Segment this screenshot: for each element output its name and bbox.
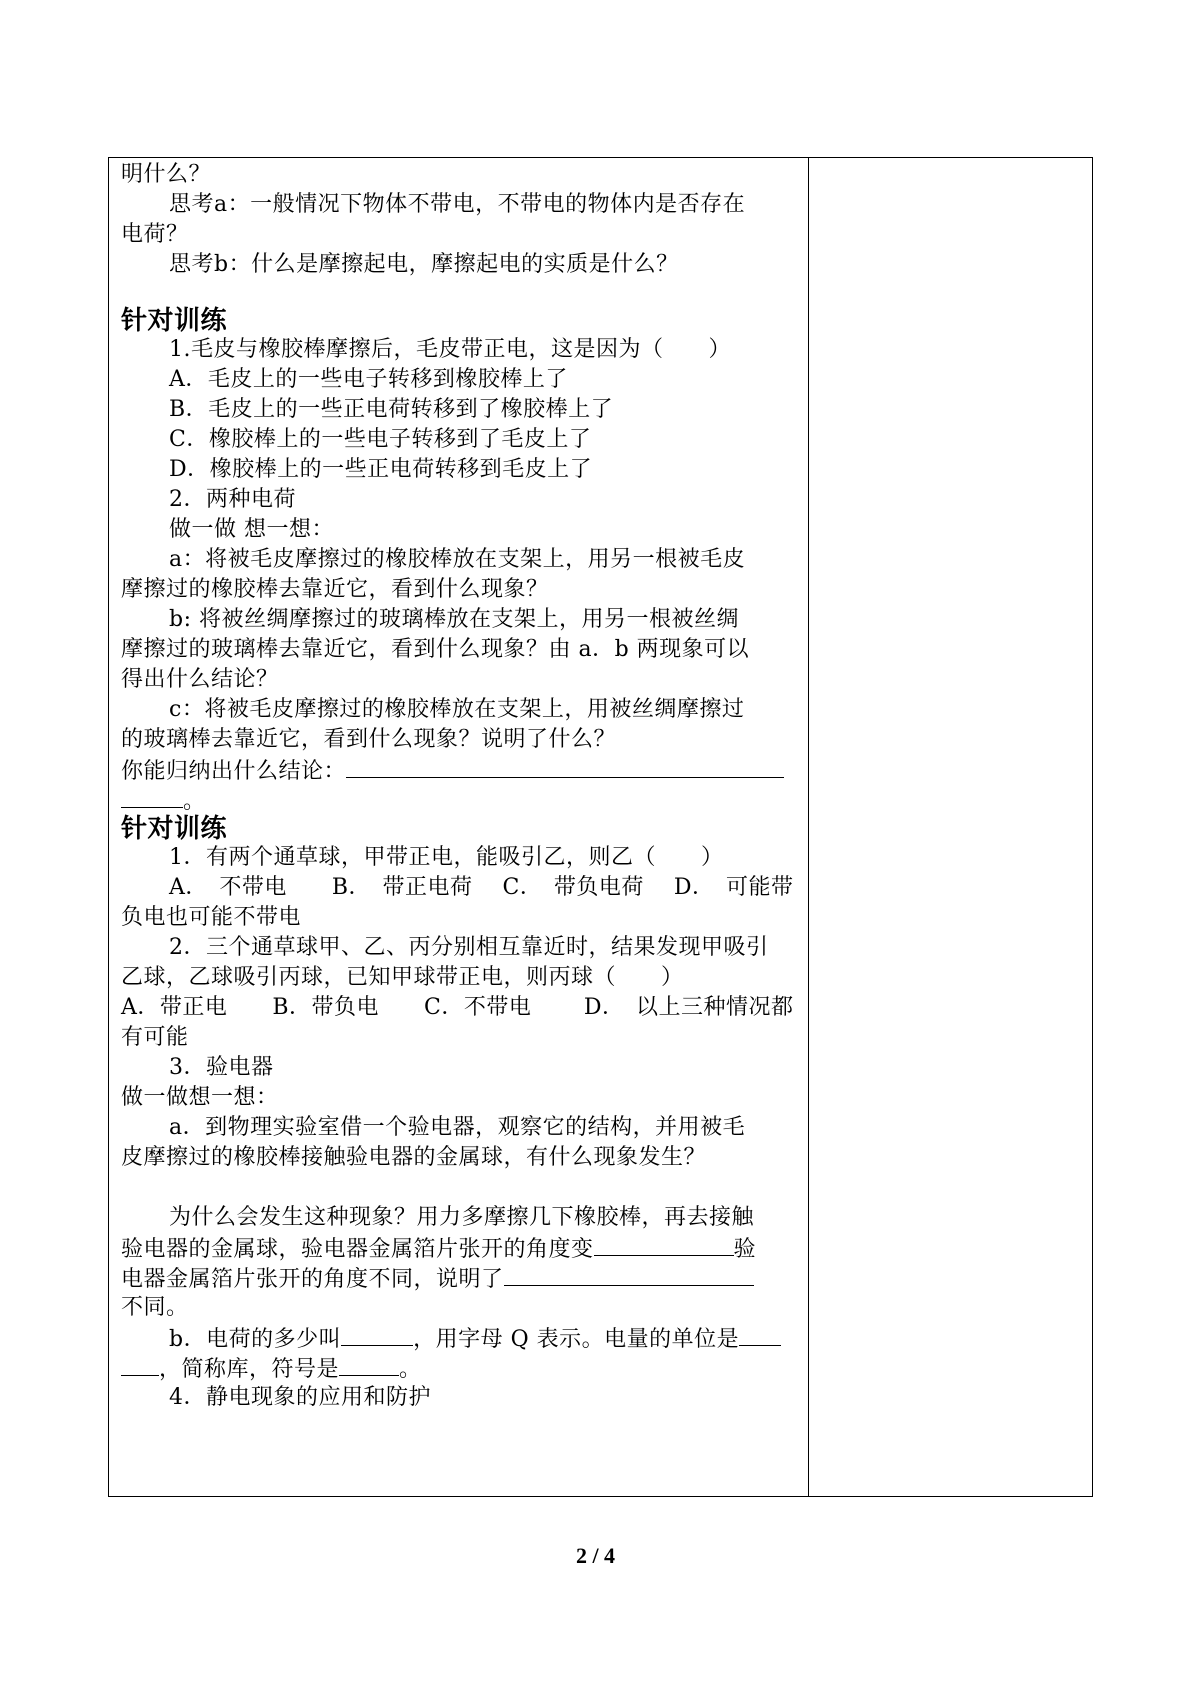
text-line: 电荷？: [121, 222, 189, 247]
text-line: 2．三个通草球甲、乙、丙分别相互靠近时，结果发现甲吸引: [169, 935, 769, 960]
text-line: 4．静电现象的应用和防护: [169, 1385, 431, 1410]
answer-blank: [739, 1323, 781, 1346]
text-line: A．毛皮上的一些电子转移到橡胶棒上了: [169, 367, 568, 392]
text-line: b: 将被丝绸摩擦过的玻璃棒放在支架上，用另一根被丝绸: [169, 607, 739, 632]
answer-blank: [121, 1353, 159, 1376]
text-line: 为什么会发生这种现象？用力多摩擦几下橡胶棒，再去接触: [169, 1205, 755, 1230]
text-fragment: 你能归纳出什么结论：: [121, 759, 347, 784]
text-line: a：将被毛皮摩擦过的橡胶棒放在支架上，用另一根被毛皮: [169, 547, 746, 572]
text-line: [121, 1263, 754, 1295]
text-line: [121, 1233, 756, 1265]
section-heading: 针对训练: [121, 814, 228, 844]
answer-blank: [121, 785, 183, 808]
text-line: 乙球，乙球吸引丙球，已知甲球带正电，则丙球（ ）: [121, 965, 684, 990]
text-line: 摩擦过的玻璃棒去靠近它，看到什么现象？由 a．b 两现象可以: [121, 637, 750, 662]
text-line: 3．验电器: [169, 1055, 274, 1080]
text-line: A． 不带电 B． 带正电荷 C． 带负电荷 D． 可能带: [169, 875, 794, 900]
text-line: C．橡胶棒上的一些电子转移到了毛皮上了: [169, 427, 592, 452]
text-line: 负电也可能不带电: [121, 905, 302, 930]
answer-blank: [346, 755, 784, 778]
worksheet-table: [108, 157, 1093, 1497]
text-line: 思考a：一般情况下物体不带电，不带电的物体内是否存在: [169, 192, 746, 217]
text-line: 做一做 想一想：: [169, 517, 334, 542]
text-line: [169, 1323, 781, 1355]
text-fragment: 验电器的金属球，验电器金属箔片张开的角度变: [121, 1237, 594, 1262]
text-line: 不同。: [121, 1295, 189, 1320]
content-cell: [121, 158, 801, 1496]
answer-blank: [339, 1353, 399, 1376]
answer-blank: [341, 1323, 413, 1346]
text-fragment: 电器金属箔片张开的角度不同，说明了: [121, 1267, 504, 1292]
text-fragment: ，简称库，符号是: [159, 1357, 340, 1382]
answer-blank: [504, 1263, 754, 1286]
text-line: [121, 755, 784, 787]
text-line: 的玻璃棒去靠近它，看到什么现象？说明了什么？: [121, 727, 617, 752]
text-fragment: 。: [399, 1357, 422, 1382]
text-line: 皮摩擦过的橡胶棒接触验电器的金属球，有什么现象发生？: [121, 1145, 707, 1170]
page-number: 2 / 4: [575, 1543, 616, 1568]
text-line: A．带正电 B．带负电 C．不带电 D． 以上三种情况都: [121, 995, 794, 1020]
text-line: 摩擦过的橡胶棒去靠近它，看到什么现象？: [121, 577, 549, 602]
text-fragment: 。: [183, 789, 206, 814]
text-line: 2．两种电荷: [169, 487, 296, 512]
text-line: [121, 1353, 422, 1385]
text-fragment: b．电荷的多少叫: [169, 1327, 342, 1352]
text-line: 有可能: [121, 1025, 189, 1050]
column-divider: [808, 158, 809, 1496]
text-line: 明什么？: [121, 162, 212, 187]
text-line: a．到物理实验室借一个验电器，观察它的结构，并用被毛: [169, 1115, 746, 1140]
text-fragment: ，用字母 Q 表示。电量的单位是: [413, 1327, 740, 1352]
text-line: 1.毛皮与橡胶棒摩擦后，毛皮带正电，这是因为（ ）: [169, 337, 731, 362]
text-line: 得出什么结论？: [121, 667, 279, 692]
section-heading: 针对训练: [121, 306, 228, 336]
text-fragment: 验: [733, 1237, 757, 1262]
text-line: c：将被毛皮摩擦过的橡胶棒放在支架上，用被丝绸摩擦过: [169, 697, 745, 722]
text-line: 1．有两个通草球，甲带正电，能吸引乙，则乙（ ）: [169, 845, 724, 870]
text-line: 思考b：什么是摩擦起电，摩擦起电的实质是什么？: [169, 252, 679, 277]
text-line: D．橡胶棒上的一些正电荷转移到毛皮上了: [169, 457, 593, 482]
answer-blank: [594, 1233, 734, 1256]
text-line: 做一做想一想：: [121, 1085, 279, 1110]
text-line: B．毛皮上的一些正电荷转移到了橡胶棒上了: [169, 397, 614, 422]
